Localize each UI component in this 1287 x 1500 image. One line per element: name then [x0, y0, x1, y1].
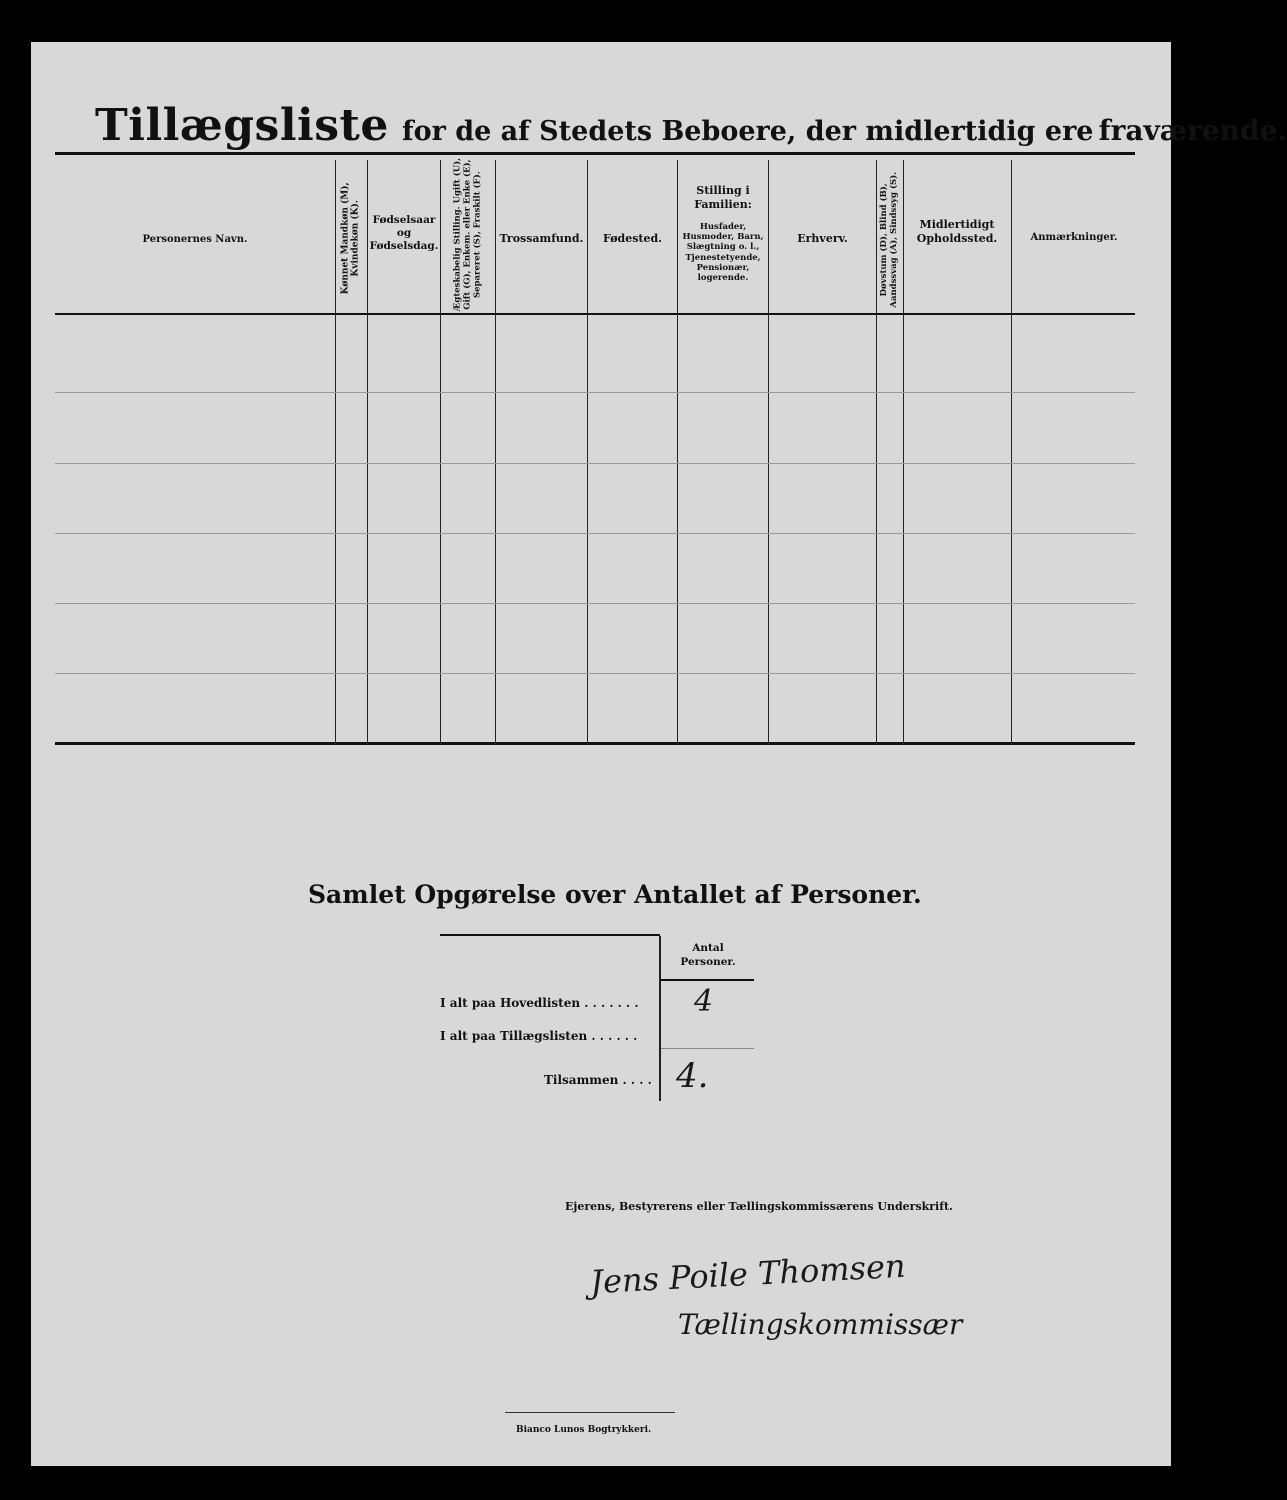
table-bottom-rule [55, 742, 1135, 745]
header-occupation: Erhverv. [797, 232, 848, 245]
count-tilsammen: 4. [676, 1056, 709, 1096]
table-row [55, 463, 1135, 464]
column-divider [768, 160, 769, 745]
header-remarks: Anmærkninger. [1030, 232, 1118, 243]
count-header: Antal Personer. [680, 942, 736, 968]
table-header-rule [55, 313, 1135, 315]
summary-label-tilsammen: Tilsammen . . . . [544, 1073, 652, 1087]
column-divider [440, 160, 441, 745]
header-temp-residence: Midlertidigt Opholdssted. [916, 218, 998, 245]
form-title [95, 100, 1287, 151]
header-family-position: Stilling i Familien: [694, 184, 752, 211]
printer-imprint: Bianco Lunos Bogtrykkeri. [516, 1425, 652, 1435]
header-religion: Trossamfund. [499, 232, 584, 245]
subtotal-rule [661, 1048, 754, 1049]
column-divider [1011, 160, 1012, 745]
column-divider [677, 160, 678, 745]
form-title-rest: for de af Stedets Beboere, der midlertidig ere [401, 116, 1094, 147]
column-divider [587, 160, 588, 745]
header-names: Personernes Navn. [142, 234, 248, 245]
count-header-rule [661, 979, 754, 981]
summary-label-tillaegslisten: I alt paa Tillægslisten . . . . . . [440, 1029, 638, 1043]
header-gender: Kønnet Mandkøn (M), Kvindekøn (K). [340, 182, 361, 295]
column-divider [367, 160, 368, 745]
table-row [55, 392, 1135, 393]
column-divider [876, 160, 877, 745]
count-hovedlisten: 4 [694, 984, 714, 1019]
column-divider [335, 160, 336, 745]
table-row [55, 533, 1135, 534]
column-divider [495, 160, 496, 745]
signature-name: Jens Poile Thomsen [589, 1246, 907, 1302]
header-birthplace: Fødested. [602, 232, 663, 245]
form-title-main: Tillægsliste [95, 100, 389, 151]
table-row [55, 603, 1135, 604]
printer-rule [505, 1412, 675, 1413]
header-disability: Døvstum (D), Blind (B), Aandssvag (A), Sindssyg (S). [879, 171, 899, 308]
summary-top-rule [440, 934, 660, 936]
summary-title: Samlet Opgørelse over Antallet af Personer. [308, 880, 922, 909]
summary-divider [659, 936, 661, 1101]
summary-label-hovedlisten: I alt paa Hovedlisten . . . . . . . [440, 996, 639, 1010]
signature-role: Tællingskommissær [678, 1308, 963, 1341]
header-marital: Ægteskabelig Stilling. Ugift (U), Gift (G), Enkem. eller Enke (E), Separeret (S), Fraskilt (F). [452, 157, 482, 312]
form-title-emphasis: fraværende. [1098, 114, 1287, 147]
signature-caption: Ejerens, Bestyrerens eller Tællingskommissærens Underskrift. [565, 1200, 953, 1213]
table-row [55, 673, 1135, 674]
header-family-position-detail: Husfader, Husmoder, Barn, Slægtning o. l., Tjenestetyende, Pensionær, logerende. [682, 222, 764, 283]
census-form-page [31, 42, 1171, 1466]
column-divider [903, 160, 904, 745]
table-top-rule [55, 152, 1135, 155]
header-birth: Fødselsaar og Fødselsdag. [369, 214, 439, 253]
